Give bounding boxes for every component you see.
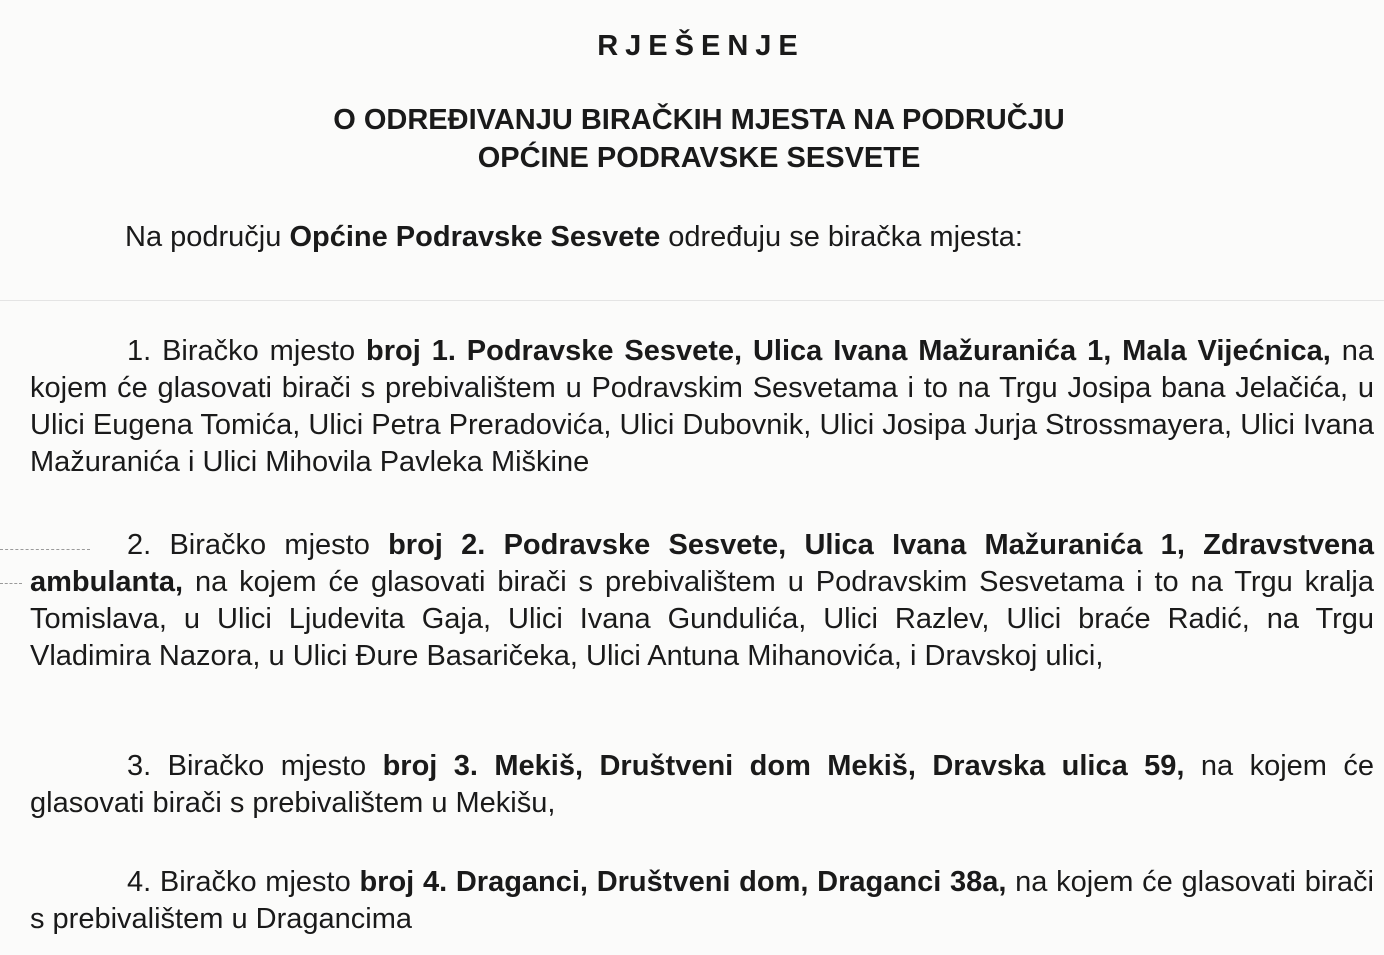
- polling-station-item: [30, 333, 1374, 481]
- item-description: na kojem će glasovati birači s prebivalištem u Podravskim Sesvetama i to na Trgu Josipa bana Jelačića, u Ulici Eugena Tomića, Ulici Petra Preradovića, Ulici Dubovnik, Ulici Josipa Jurja Strossmayera, Ulici Ivana Mažuranića i Ulici Mihovila Pavleka Miškine: [30, 335, 1374, 478]
- item-description: na kojem će glasovati birači s prebivalištem u Mekišu,: [30, 750, 1374, 819]
- item-prefix: 1. Biračko mjesto: [127, 335, 367, 367]
- polling-station-item: [30, 527, 1374, 675]
- intro-municipality: Općine Podravske Sesvete: [289, 221, 661, 253]
- scan-artifact-dash: [0, 583, 22, 584]
- item-description: na kojem će glasovati birači s prebivalištem u Dragancima: [30, 866, 1374, 935]
- item-prefix: 2. Biračko mjesto: [127, 529, 389, 561]
- item-prefix: 3. Biračko mjesto: [127, 750, 383, 782]
- scan-artifact-line: [0, 300, 1384, 301]
- polling-station-item: [30, 748, 1374, 822]
- document-heading: RJEŠENJE: [597, 30, 805, 62]
- polling-station-item: [30, 864, 1374, 938]
- intro-text: Na području: [125, 221, 290, 253]
- item-location: broj 4. Draganci, Društveni dom, Draganci 38a,: [359, 866, 1007, 898]
- item-prefix: 4. Biračko mjesto: [127, 866, 360, 898]
- item-location: broj 3. Mekiš, Društveni dom Mekiš, Dravska ulica 59,: [382, 750, 1185, 782]
- item-location: broj 2. Podravske Sesvete, Ulica Ivana Mažuranića 1, Zdravstvena ambulanta,: [30, 529, 1374, 598]
- document-subtitle-line-1: O ODREĐIVANJU BIRAČKIH MJESTA NA PODRUČJU: [333, 104, 1065, 136]
- document-subtitle-line-2: OPĆINE PODRAVSKE SESVETE: [477, 142, 921, 174]
- item-description: na kojem će glasovati birači s prebivalištem u Podravskim Sesvetama i to na Trgu kralja Tomislava, u Ulici Ljudevita Gaja, Ulici Ivana Gundulića, Ulici Razlev, Ulici braće Radić, na Trgu Vladimira Nazora, u Ulici Đure Basaričeka, Ulici Antuna Mihanovića, i Dravskoj ulici,: [30, 566, 1374, 672]
- intro-paragraph: [125, 221, 1023, 254]
- intro-text-end: određuju se biračka mjesta:: [660, 221, 1023, 253]
- item-location: broj 1. Podravske Sesvete, Ulica Ivana Mažuranića 1, Mala Vijećnica,: [366, 335, 1331, 367]
